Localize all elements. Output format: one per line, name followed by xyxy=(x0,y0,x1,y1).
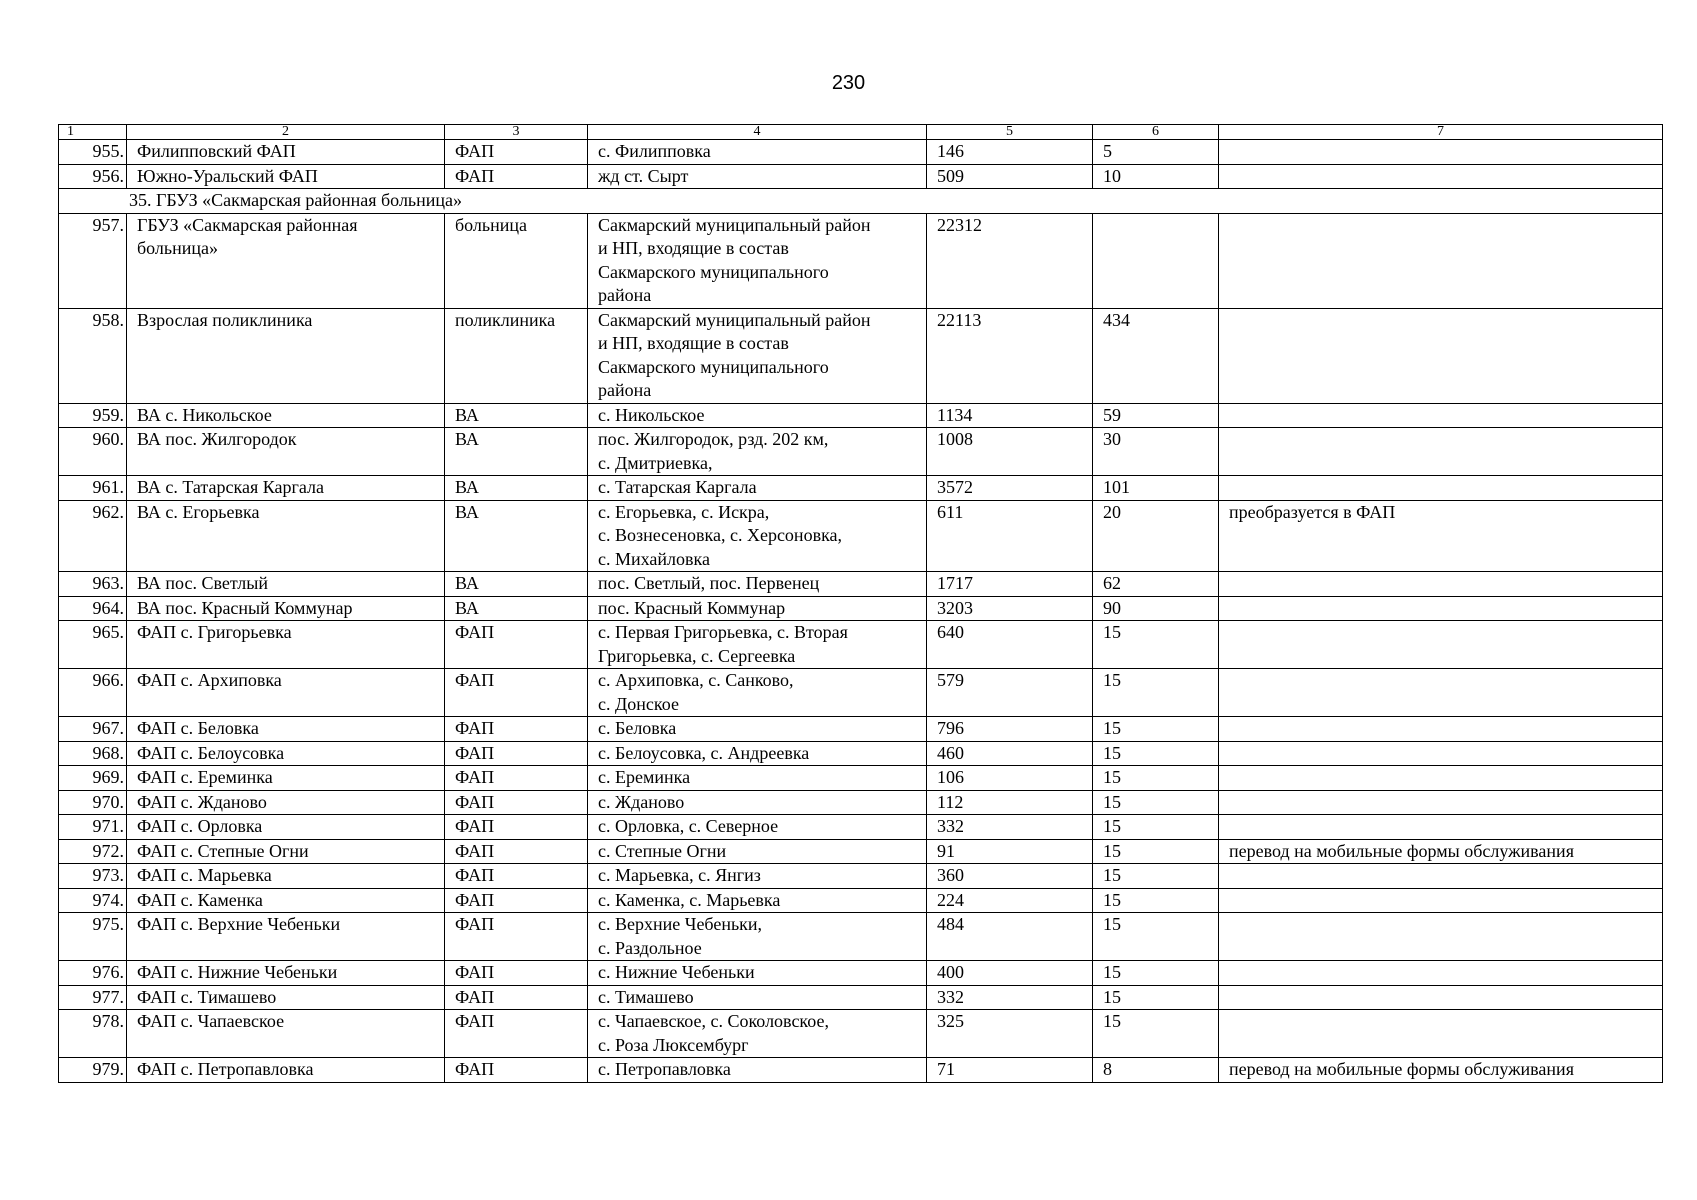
service-area: с. Орловка, с. Северное xyxy=(588,815,927,840)
facility-name: ФАП с. Тимашево xyxy=(127,985,445,1010)
population-value: 332 xyxy=(927,815,1093,840)
row-number: 972. xyxy=(59,839,127,864)
note xyxy=(1219,741,1663,766)
facility-name: ФАП с. Жданово xyxy=(127,790,445,815)
table-row xyxy=(59,428,1663,476)
column-6-value: 15 xyxy=(1093,913,1219,961)
column-6-value: 8 xyxy=(1093,1058,1219,1083)
facility-type: ФАП xyxy=(445,669,588,717)
note xyxy=(1219,888,1663,913)
facility-name: ВА с. Никольское xyxy=(127,403,445,428)
column-6-value: 434 xyxy=(1093,308,1219,403)
facility-name: ВА пос. Светлый xyxy=(127,572,445,597)
facility-name: ФАП с. Верхние Чебеньки xyxy=(127,913,445,961)
column-6-value: 10 xyxy=(1093,164,1219,189)
population-value: 22113 xyxy=(927,308,1093,403)
column-number: 2 xyxy=(127,125,445,140)
service-area: с. Каменка, с. Марьевка xyxy=(588,888,927,913)
column-6-value: 15 xyxy=(1093,961,1219,986)
note xyxy=(1219,864,1663,889)
population-value: 3203 xyxy=(927,596,1093,621)
facility-type: ФАП xyxy=(445,985,588,1010)
note: перевод на мобильные формы обслуживания xyxy=(1219,839,1663,864)
population-value: 1134 xyxy=(927,403,1093,428)
table-row xyxy=(59,308,1663,403)
service-area: с. Верхние Чебеньки, с. Раздольное xyxy=(588,913,927,961)
row-number: 966. xyxy=(59,669,127,717)
population-value: 484 xyxy=(927,913,1093,961)
facility-type: ФАП xyxy=(445,839,588,864)
row-number: 973. xyxy=(59,864,127,889)
row-number: 979. xyxy=(59,1058,127,1083)
service-area: с. Филипповка xyxy=(588,140,927,165)
column-6-value: 15 xyxy=(1093,621,1219,669)
facility-type: ВА xyxy=(445,500,588,572)
service-area: с. Тимашево xyxy=(588,985,927,1010)
column-6-value: 15 xyxy=(1093,669,1219,717)
service-area: пос. Светлый, пос. Первенец xyxy=(588,572,927,597)
facility-name: Южно-Уральский ФАП xyxy=(127,164,445,189)
facilities-table-body xyxy=(59,125,1663,1083)
service-area: Сакмарский муниципальный район и НП, входящие в состав Сакмарского муниципального района xyxy=(588,213,927,308)
row-number: 962. xyxy=(59,500,127,572)
note xyxy=(1219,213,1663,308)
facility-type: ВА xyxy=(445,572,588,597)
note xyxy=(1219,815,1663,840)
facility-type: ФАП xyxy=(445,1010,588,1058)
column-number: 3 xyxy=(445,125,588,140)
service-area: пос. Красный Коммунар xyxy=(588,596,927,621)
column-6-value xyxy=(1093,213,1219,308)
column-6-value: 62 xyxy=(1093,572,1219,597)
row-number: 959. xyxy=(59,403,127,428)
note xyxy=(1219,913,1663,961)
facility-name: ВА с. Татарская Каргала xyxy=(127,476,445,501)
column-6-value: 15 xyxy=(1093,717,1219,742)
note xyxy=(1219,717,1663,742)
row-number: 964. xyxy=(59,596,127,621)
service-area: с. Марьевка, с. Янгиз xyxy=(588,864,927,889)
page-number: 230 xyxy=(831,72,866,94)
column-number: 6 xyxy=(1093,125,1219,140)
facility-type: ФАП xyxy=(445,790,588,815)
column-number: 7 xyxy=(1219,125,1663,140)
facility-type: ФАП xyxy=(445,1058,588,1083)
row-number: 961. xyxy=(59,476,127,501)
facility-type: ФАП xyxy=(445,717,588,742)
service-area: с. Ереминка xyxy=(588,766,927,791)
note xyxy=(1219,428,1663,476)
column-6-value: 90 xyxy=(1093,596,1219,621)
service-area: пос. Жилгородок, рзд. 202 км, с. Дмитриевка, xyxy=(588,428,927,476)
facility-type: ФАП xyxy=(445,164,588,189)
facility-type: ФАП xyxy=(445,766,588,791)
column-6-value: 5 xyxy=(1093,140,1219,165)
service-area: с. Жданово xyxy=(588,790,927,815)
facility-name: ФАП с. Григорьевка xyxy=(127,621,445,669)
facility-type: ФАП xyxy=(445,888,588,913)
table-row xyxy=(59,815,1663,840)
group-row xyxy=(59,189,1663,214)
row-number: 967. xyxy=(59,717,127,742)
note xyxy=(1219,790,1663,815)
table-row xyxy=(59,213,1663,308)
note xyxy=(1219,596,1663,621)
table-row xyxy=(59,669,1663,717)
population-value: 400 xyxy=(927,961,1093,986)
table-row xyxy=(59,140,1663,165)
population-value: 71 xyxy=(927,1058,1093,1083)
population-value: 22312 xyxy=(927,213,1093,308)
facilities-table xyxy=(58,124,1663,1083)
row-number: 971. xyxy=(59,815,127,840)
service-area: с. Петропавловка xyxy=(588,1058,927,1083)
table-row xyxy=(59,1010,1663,1058)
population-value: 3572 xyxy=(927,476,1093,501)
facility-type: больница xyxy=(445,213,588,308)
table-row xyxy=(59,888,1663,913)
note xyxy=(1219,164,1663,189)
row-number: 968. xyxy=(59,741,127,766)
row-number: 965. xyxy=(59,621,127,669)
facility-type: ФАП xyxy=(445,741,588,766)
population-value: 1008 xyxy=(927,428,1093,476)
service-area: с. Первая Григорьевка, с. Вторая Григорьевка, с. Сергеевка xyxy=(588,621,927,669)
table-row xyxy=(59,790,1663,815)
service-area: Сакмарский муниципальный район и НП, входящие в состав Сакмарского муниципального района xyxy=(588,308,927,403)
facility-type: ФАП xyxy=(445,961,588,986)
facility-type: ФАП xyxy=(445,864,588,889)
note: преобразуется в ФАП xyxy=(1219,500,1663,572)
row-number: 977. xyxy=(59,985,127,1010)
population-value: 332 xyxy=(927,985,1093,1010)
row-number: 956. xyxy=(59,164,127,189)
row-number: 963. xyxy=(59,572,127,597)
table-row xyxy=(59,476,1663,501)
table-row xyxy=(59,864,1663,889)
column-6-value: 15 xyxy=(1093,1010,1219,1058)
facility-type: ФАП xyxy=(445,913,588,961)
column-6-value: 30 xyxy=(1093,428,1219,476)
facility-name: ВА пос. Жилгородок xyxy=(127,428,445,476)
population-value: 796 xyxy=(927,717,1093,742)
note xyxy=(1219,403,1663,428)
population-value: 146 xyxy=(927,140,1093,165)
service-area: с. Белоусовка, с. Андреевка xyxy=(588,741,927,766)
facility-name: ФАП с. Ереминка xyxy=(127,766,445,791)
note xyxy=(1219,621,1663,669)
facility-name: ФАП с. Степные Огни xyxy=(127,839,445,864)
row-number: 960. xyxy=(59,428,127,476)
note: перевод на мобильные формы обслуживания xyxy=(1219,1058,1663,1083)
table-row xyxy=(59,741,1663,766)
population-value: 91 xyxy=(927,839,1093,864)
population-value: 106 xyxy=(927,766,1093,791)
table-row xyxy=(59,985,1663,1010)
facility-name: ФАП с. Белоусовка xyxy=(127,741,445,766)
facility-name: ГБУЗ «Сакмарская районная больница» xyxy=(127,213,445,308)
column-6-value: 15 xyxy=(1093,815,1219,840)
facility-name: ВА пос. Красный Коммунар xyxy=(127,596,445,621)
table-row xyxy=(59,961,1663,986)
note xyxy=(1219,572,1663,597)
service-area: с. Чапаевское, с. Соколовское, с. Роза Люксембург xyxy=(588,1010,927,1058)
facility-type: поликлиника xyxy=(445,308,588,403)
column-number: 5 xyxy=(927,125,1093,140)
facility-name: ФАП с. Чапаевское xyxy=(127,1010,445,1058)
column-6-value: 101 xyxy=(1093,476,1219,501)
facility-name: ФАП с. Беловка xyxy=(127,717,445,742)
table-row xyxy=(59,403,1663,428)
service-area: с. Никольское xyxy=(588,403,927,428)
facility-type: ВА xyxy=(445,403,588,428)
row-number: 955. xyxy=(59,140,127,165)
service-area: жд ст. Сырт xyxy=(588,164,927,189)
row-number: 975. xyxy=(59,913,127,961)
table-row xyxy=(59,621,1663,669)
service-area: с. Татарская Каргала xyxy=(588,476,927,501)
facility-type: ФАП xyxy=(445,815,588,840)
group-title: 35. ГБУЗ «Сакмарская районная больница» xyxy=(59,189,1663,214)
row-number: 969. xyxy=(59,766,127,791)
table-row xyxy=(59,164,1663,189)
note xyxy=(1219,961,1663,986)
column-6-value: 15 xyxy=(1093,985,1219,1010)
population-value: 224 xyxy=(927,888,1093,913)
facility-name: ФАП с. Марьевка xyxy=(127,864,445,889)
table-row xyxy=(59,839,1663,864)
facility-type: ВА xyxy=(445,476,588,501)
facility-type: ФАП xyxy=(445,140,588,165)
population-value: 579 xyxy=(927,669,1093,717)
service-area: с. Нижние Чебеньки xyxy=(588,961,927,986)
facility-type: ВА xyxy=(445,596,588,621)
facility-name: ФАП с. Петропавловка xyxy=(127,1058,445,1083)
column-6-value: 15 xyxy=(1093,839,1219,864)
facility-type: ФАП xyxy=(445,621,588,669)
facility-name: Взрослая поликлиника xyxy=(127,308,445,403)
facility-name: ВА с. Егорьевка xyxy=(127,500,445,572)
table-row xyxy=(59,766,1663,791)
facility-name: ФАП с. Архиповка xyxy=(127,669,445,717)
table-row xyxy=(59,596,1663,621)
note xyxy=(1219,669,1663,717)
population-value: 611 xyxy=(927,500,1093,572)
note xyxy=(1219,1010,1663,1058)
column-number-row xyxy=(59,125,1663,140)
facility-name: ФАП с. Орловка xyxy=(127,815,445,840)
row-number: 978. xyxy=(59,1010,127,1058)
table-row xyxy=(59,913,1663,961)
facility-name: ФАП с. Каменка xyxy=(127,888,445,913)
note xyxy=(1219,985,1663,1010)
population-value: 112 xyxy=(927,790,1093,815)
column-6-value: 15 xyxy=(1093,741,1219,766)
note xyxy=(1219,476,1663,501)
row-number: 976. xyxy=(59,961,127,986)
column-number: 4 xyxy=(588,125,927,140)
population-value: 460 xyxy=(927,741,1093,766)
population-value: 640 xyxy=(927,621,1093,669)
table-row xyxy=(59,500,1663,572)
service-area: с. Архиповка, с. Санково, с. Донское xyxy=(588,669,927,717)
column-6-value: 15 xyxy=(1093,766,1219,791)
facility-type: ВА xyxy=(445,428,588,476)
table-row xyxy=(59,717,1663,742)
row-number: 970. xyxy=(59,790,127,815)
population-value: 1717 xyxy=(927,572,1093,597)
service-area: с. Степные Огни xyxy=(588,839,927,864)
column-6-value: 59 xyxy=(1093,403,1219,428)
population-value: 509 xyxy=(927,164,1093,189)
service-area: с. Беловка xyxy=(588,717,927,742)
table-row xyxy=(59,1058,1663,1083)
column-number: 1 xyxy=(59,125,127,140)
facility-name: Филипповский ФАП xyxy=(127,140,445,165)
column-6-value: 15 xyxy=(1093,888,1219,913)
row-number: 958. xyxy=(59,308,127,403)
column-6-value: 15 xyxy=(1093,864,1219,889)
population-value: 325 xyxy=(927,1010,1093,1058)
table-row xyxy=(59,572,1663,597)
facility-name: ФАП с. Нижние Чебеньки xyxy=(127,961,445,986)
column-6-value: 20 xyxy=(1093,500,1219,572)
note xyxy=(1219,308,1663,403)
column-6-value: 15 xyxy=(1093,790,1219,815)
note xyxy=(1219,766,1663,791)
note xyxy=(1219,140,1663,165)
row-number: 957. xyxy=(59,213,127,308)
population-value: 360 xyxy=(927,864,1093,889)
service-area: с. Егорьевка, с. Искра, с. Вознесеновка, с. Херсоновка, с. Михайловка xyxy=(588,500,927,572)
row-number: 974. xyxy=(59,888,127,913)
